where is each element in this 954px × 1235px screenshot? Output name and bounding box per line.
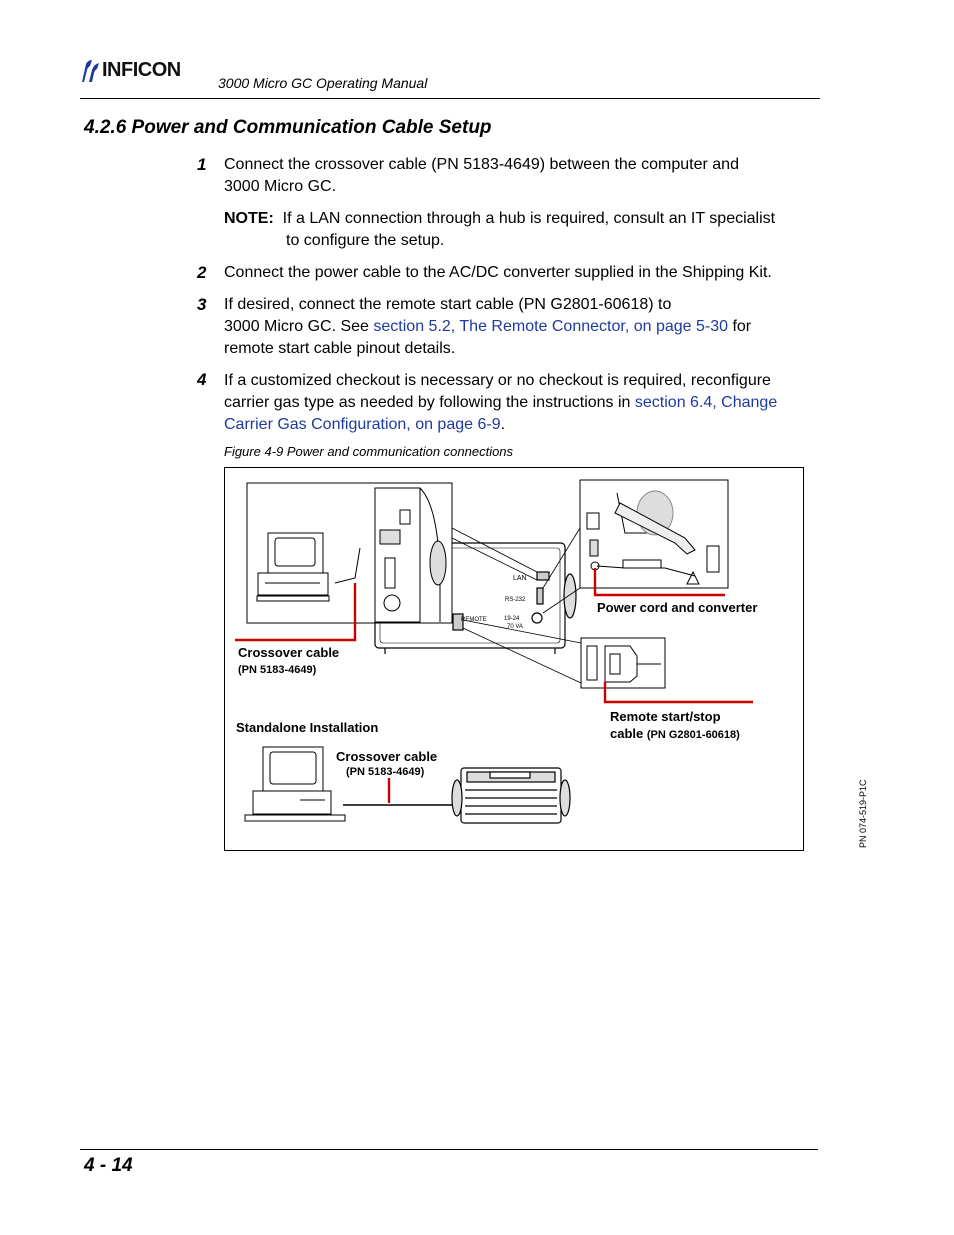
computer-inset bbox=[247, 483, 452, 623]
remote-cable-label-line-2 bbox=[610, 726, 740, 741]
step-4-line-2-text: carrier gas type as needed by following the instructions in bbox=[224, 394, 635, 411]
voltage-label: 19-24 bbox=[504, 616, 520, 622]
note bbox=[224, 208, 824, 252]
crossover-cable-top-label: Crossover cable bbox=[238, 645, 340, 660]
side-part-number: PN 074-519-P1C bbox=[858, 779, 868, 848]
step-1-text bbox=[224, 154, 824, 198]
change-carrier-gas-link[interactable]: section 6.4, Change bbox=[634, 394, 778, 411]
remote-port-label: REMOTE bbox=[461, 617, 487, 623]
rs232-port-label: RS-232 bbox=[505, 597, 526, 603]
step-number: 1 bbox=[197, 155, 207, 174]
remote-cable-word: cable bbox=[610, 726, 644, 741]
manual-title: 3000 Micro GC Operating Manual bbox=[218, 75, 428, 91]
step-3-text bbox=[224, 294, 824, 360]
step-1-line-2: 3000 Micro GC. bbox=[224, 178, 337, 195]
crossover-cable-top-pn: (PN 5183-4649) bbox=[238, 664, 317, 676]
step-3-line-3: remote start cable pinout details. bbox=[224, 340, 456, 357]
step-number: 3 bbox=[197, 295, 207, 314]
figure-caption: Figure 4-9 Power and communication connections bbox=[224, 444, 514, 459]
step-number: 2 bbox=[197, 263, 207, 282]
crossover-cable-bottom-pn: (PN 5183-4649) bbox=[346, 766, 425, 778]
footer-rule bbox=[80, 1149, 818, 1150]
figure-power-communication bbox=[224, 467, 804, 851]
standalone-gc-unit bbox=[452, 768, 570, 823]
remote-cable-inset bbox=[581, 638, 665, 688]
standalone-installation-label: Standalone Installation bbox=[236, 720, 379, 735]
inficon-logo-mark-icon bbox=[80, 58, 102, 84]
connection-diagram bbox=[225, 468, 805, 852]
step-3-line-1: If desired, connect the remote start cable (PN G2801-60618) to bbox=[224, 296, 672, 313]
step-4-line-1: If a customized checkout is necessary or no checkout is required, reconfigure bbox=[224, 372, 771, 389]
change-carrier-gas-link-cont[interactable]: Carrier Gas Configuration, on page 6-9 bbox=[224, 416, 501, 433]
page-number: 4 - 14 bbox=[84, 1155, 133, 1176]
crossover-cable-bottom-label: Crossover cable bbox=[336, 749, 438, 764]
step-1-line-1: Connect the crossover cable (PN 5183-4649) between the computer and bbox=[224, 156, 739, 173]
step-number: 4 bbox=[197, 370, 207, 389]
note-line-2: to configure the setup. bbox=[286, 232, 445, 249]
remote-cable-pn: (PN G2801-60618) bbox=[646, 729, 740, 741]
remote-connector-link[interactable]: section 5.2, The Remote Connector, on page 5-30 bbox=[373, 318, 729, 335]
step-3-line-2-end: for bbox=[728, 318, 752, 335]
logo-text: INFICON bbox=[102, 59, 181, 81]
power-cord-inset bbox=[580, 480, 728, 588]
remote-cable-label: Remote start/stop bbox=[610, 709, 721, 724]
step-4-line-3-end: . bbox=[500, 416, 506, 433]
va-label: 70 VA bbox=[507, 624, 523, 630]
power-cord-label: Power cord and converter bbox=[597, 600, 758, 615]
inficon-logo bbox=[80, 58, 196, 84]
step-3-line-2-text: 3000 Micro GC. See bbox=[224, 318, 374, 335]
step-2-text: Connect the power cable to the AC/DC converter supplied in the Shipping Kit. bbox=[224, 264, 772, 281]
step-4-text bbox=[224, 370, 824, 436]
header-rule bbox=[80, 98, 820, 99]
section-title: 4.2.6 Power and Communication Cable Setup bbox=[84, 117, 492, 138]
lan-port-label: LAN bbox=[513, 575, 527, 582]
standalone-computer bbox=[245, 747, 345, 821]
note-label: NOTE: bbox=[224, 210, 274, 227]
note-line-1: If a LAN connection through a hub is required, consult an IT specialist bbox=[282, 210, 776, 227]
leader-lines bbox=[452, 528, 581, 683]
